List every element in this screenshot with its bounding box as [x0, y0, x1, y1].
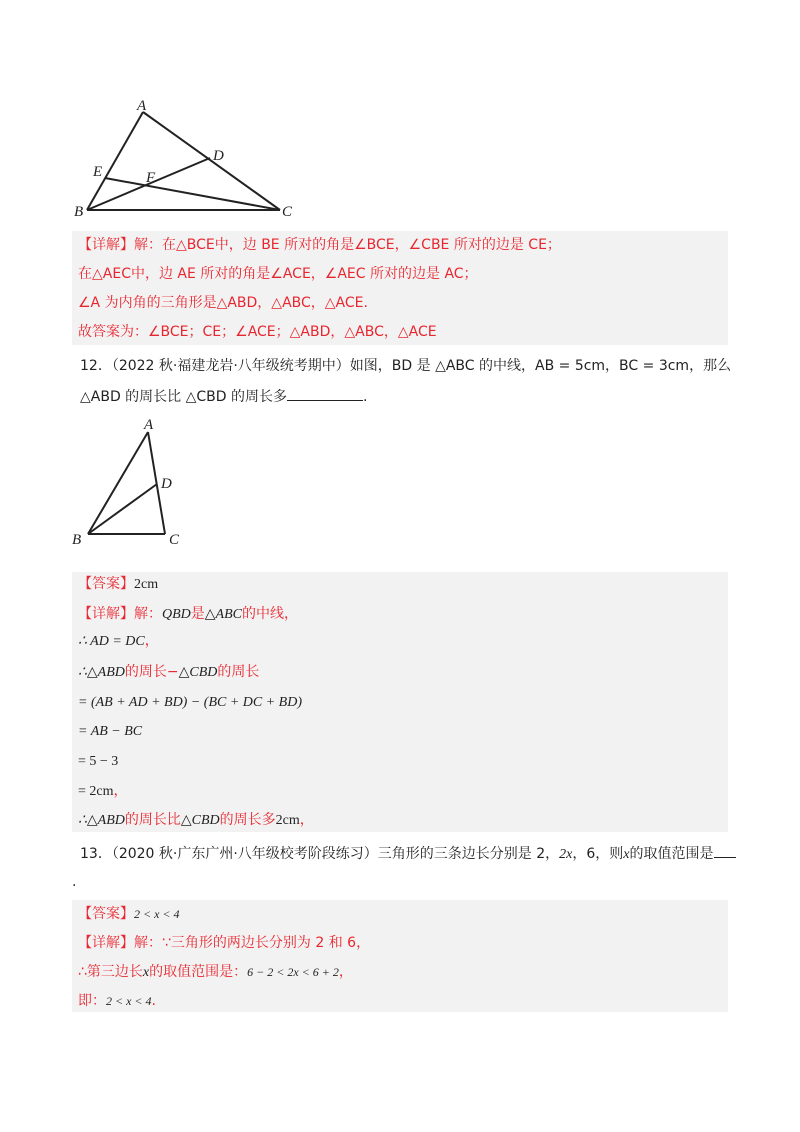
answer-blank — [714, 843, 736, 858]
answer-tag: 【答案】 — [78, 576, 134, 592]
segment-ab — [88, 432, 148, 534]
label-c: C — [169, 532, 180, 548]
solution-line: 【详解】解：QBD是△ABC的中线， — [78, 606, 298, 622]
solution-box-12 — [72, 572, 728, 832]
period: . — [363, 389, 368, 405]
answer-blank — [287, 386, 363, 401]
answer-value: 2cm — [134, 577, 159, 592]
label-e: E — [93, 164, 103, 180]
label-d: D — [213, 148, 224, 164]
solution-line: = 2cm， — [78, 783, 128, 799]
question-12-line2 — [80, 386, 367, 407]
answer-tag: 【答案】 — [78, 906, 134, 922]
label-f: F — [146, 170, 156, 186]
solution-line: ∴ AD = DC， — [78, 633, 159, 649]
answer-value: 2 < x < 4 — [134, 907, 180, 921]
label-a: A — [137, 98, 147, 114]
solution-line: ∠A 为内角的三角形是△ABD，△ABC，△ACE. — [78, 295, 368, 311]
solution-line: 即：2 < x < 4. — [78, 993, 156, 1009]
label-c: C — [282, 204, 293, 220]
question-12-line1: 12．（2022 秋·福建龙岩·八年级统考期中）如图，BD 是 △ABC 的中线，AB = 5cm，BC = 3cm，那么 — [80, 358, 732, 374]
segment-bd — [88, 484, 157, 534]
solution-line: ∴△ABD的周长比△CBD的周长多2cm， — [78, 812, 314, 828]
solution-line: 在△AEC中，边 AE 所对的角是∠ACE，∠AEC 所对的边是 AC； — [78, 266, 478, 282]
answer-line — [78, 904, 180, 924]
answer-line — [78, 574, 158, 595]
solution-line: 【详解】解：∵三角形的两边长分别为 2 和 6， — [78, 935, 371, 951]
label-a: A — [144, 417, 154, 433]
label-b: B — [74, 204, 84, 220]
solution-line: = (AB + AD + BD) − (BC + DC + BD) — [78, 695, 303, 710]
label-d: D — [161, 476, 172, 492]
triangle-figure-1 — [60, 92, 310, 222]
segment-ec — [105, 178, 280, 210]
triangle-figure-2 — [60, 412, 210, 552]
solution-box-11 — [72, 231, 728, 345]
solution-line: 【详解】解：在△BCE中，边 BE 所对的角是∠BCE，∠CBE 所对的边是 CE； — [78, 237, 561, 253]
question-13-line1: 13．（2020 秋·广东广州·八年级校考阶段练习）三角形的三条边长分别是 2，2x，6，则x的取值范围是 — [80, 843, 736, 865]
segment-ac — [143, 112, 280, 210]
label-b: B — [72, 532, 82, 548]
solution-box-13 — [72, 900, 728, 1012]
solution-line: = AB − BC — [78, 724, 143, 739]
solution-line: ∴第三边长x的取值范围是：6 − 2 < 2x < 6 + 2， — [78, 964, 353, 980]
solution-line: = 5 − 3 — [78, 754, 119, 769]
question-text: △ABD 的周长比 △CBD 的周长多 — [80, 389, 288, 405]
solution-line: ∴△ABD的周长−△CBD的周长 — [78, 664, 260, 680]
question-13-line2: . — [72, 874, 77, 890]
detail-tag: 【详解】解： — [78, 606, 162, 622]
detail-tag: 【详解】解： — [78, 935, 162, 951]
solution-line: 故答案为：∠BCE；CE；∠ACE；△ABD，△ABC，△ACE — [78, 324, 437, 340]
segment-ab — [87, 112, 143, 210]
